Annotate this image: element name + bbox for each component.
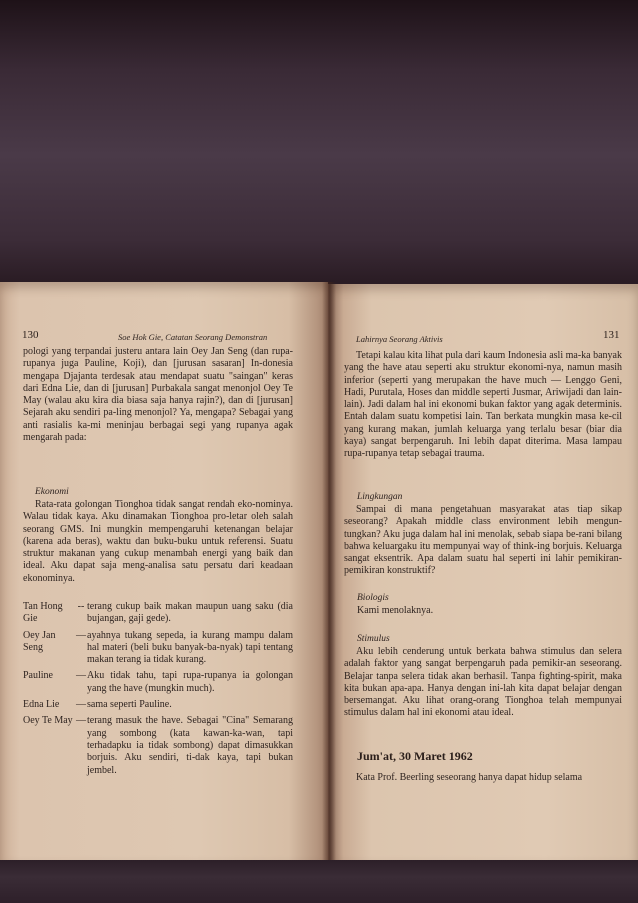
person-description: terang cukup baik makan maupun uang saku (dia bujangan, gaji gede). — [87, 601, 293, 625]
list-item: Pauline — Aku tidak tahu, tapi rupa-rupanya ia golongan yang the have (mungkin much). — [23, 670, 293, 694]
diary-date-heading: Jum'at, 30 Maret 1962 — [357, 749, 473, 763]
list-item: Tan Hong Gie -- terang cukup baik makan maupun uang saku (dia bujangan, gaji gede). — [23, 601, 293, 625]
book-gutter — [322, 282, 336, 860]
dark-background-top — [0, 0, 638, 282]
person-description: sama seperti Pauline. — [87, 699, 172, 711]
person-name: Oey Te May — [23, 715, 73, 727]
economic-status-list — [23, 601, 293, 777]
person-description: Aku tidak tahu, tapi rupa-rupanya ia golongan yang the have (mungkin much). — [87, 670, 293, 694]
stimulus-paragraph: Aku lebih cenderung untuk berkata bahwa stimulus dan selera adalah faktor yang sangat berpengaruh pada pemikir-an seseorang. Belajar tanpa selera tidak akan berhasil. Tanpa fighting-spirit, maka kita bukan apa-apa. Hanya dengan ini-lah kita dapat belajar dengan bersemangat. Aku lihat orang-orang Tionghoa telah mempunyai stimulus dalam hal ini ekonomi atau ideal. — [344, 646, 622, 719]
section-heading-ekonomi: Ekonomi — [35, 487, 69, 497]
list-item: Oey Te May — terang masuk the have. Sebagai "Cina" Semarang yang sombong (kata kawan-ka-wan, tapi terhadapku ia tidak sombong) dapat dimasukkan borjuis. Aku sendiri, ti-dak kaya, tapi bukan jembel. — [23, 715, 293, 776]
person-name: Tan Hong Gie — [23, 601, 63, 625]
section-heading-stimulus: Stimulus — [357, 634, 390, 644]
ekonomi-paragraph: Rata-rata golongan Tionghoa tidak sangat rendah eko-nominya. Walau tidak kaya. Aku dinamakan Tionghoa pro-letar oleh salah seorang GMS. Ini mungkin mempengaruhi ketenangan belajar (karena ada beras), waktu dan buku-buku untuk referensi. Suatu struktur makanan yang cukup menambah energi yang baik dan ideal. Aku dapat saja meng-analisa satu persatu dari keadaan ekonominya. — [23, 499, 293, 584]
right-running-head: Lahirnya Seorang Aktivis — [356, 334, 443, 344]
person-description: terang masuk the have. Sebagai "Cina" Semarang yang sombong (kata kawan-ka-wan, tapi terhadapku ia tidak sombong) dapat dimasukkan borjuis. Aku sendiri, ti-dak kaya, tapi bukan jembel. — [87, 715, 293, 776]
lingkungan-paragraph: Sampai di mana pengetahuan masyarakat atas tiap sikap seseorang? Apakah middle class environment lebih mengun-tungkan? Aku juga dalam hal ini menolak, sebab siapa be-rani bilang bahwa keluargaku itu mempunyai way of think-ing borjuis. Keluarga sangat eksentrik. Apa dalam suatu hal seperti ini lahir pemikiran-pemikiran konstruktif? — [344, 504, 622, 577]
biologis-text: Kami menolaknya. — [357, 605, 434, 616]
left-intro-paragraph: pologi yang terpandai justeru antara lain Oey Jan Seng (dan rupa-rupanya juga Pauline, Koji), dan [jurusan sasaran] In-donesia mengapa Djajanta terdesak atau mendapat suatu "saingan" keras dari Edna Lie, dan di [jurusan] Purbakala sangat menonjol Oey Te May (walau aku kira dia biasa saja hanya rajin?), dan di [jurusan] Sejarah aku sendiri pa-ling menonjol? Ya, mengapa? Sebagai yang anti rasialis ka-mi meninjau berbagai segi yang rupanya agak mengarah pada: — [23, 346, 293, 444]
person-name: Edna Lie — [23, 699, 60, 711]
list-item: Oey Jan Seng — ayahnya tukang sepeda, ia kurang mampu dalam hal materi (beli buku banyak-ba-nyak) tapi tentang makan terang ia tidak kurang. — [23, 629, 293, 666]
diary-entry-first-line: Kata Prof. Beerling seseorang hanya dapat hidup selama — [356, 772, 583, 783]
list-item: Edna Lie — sama seperti Pauline. — [23, 699, 293, 711]
person-description: ayahnya tukang sepeda, ia kurang mampu dalam hal materi (beli buku banyak-ba-nyak) tapi tentang makan terang ia tidak kurang. — [87, 629, 293, 666]
person-name: Oey Jan Seng — [23, 629, 56, 653]
left-page-number: 130 — [22, 329, 39, 341]
right-intro-paragraph: Tetapi kalau kita lihat pula dari kaum Indonesia asli ma-ka banyak yang the have atau seperti aku struktur ekonomi-nya, namun masih inferior (seperti yang merupakan the have much — Lenggo Geni, Hadi, Purutala, Hoses dan middle seperti Jusmar, Ariwijadi dan lain-lain). Jadi dalam hal ini ekonomi bukan faktor yang agak determinis. Entah dalam suatu kompetisi lain. Tan berkata mungkin masa ke-cil yang kurang makan, jumlah keluarga yang terlalu besar (biar dia kaya) sangat berpengaruh. Ini lebih dapat diterima. Masa lampau rupa-rupanya tetap sebagai trauma. — [344, 350, 622, 460]
right-page-number: 131 — [603, 329, 620, 341]
left-running-head: Soe Hok Gie, Catatan Seorang Demonstran — [118, 332, 268, 342]
section-heading-biologis: Biologis — [357, 593, 389, 603]
dark-background-bottom — [0, 860, 638, 903]
person-name: Pauline — [23, 670, 53, 682]
section-heading-lingkungan: Lingkungan — [357, 492, 403, 502]
